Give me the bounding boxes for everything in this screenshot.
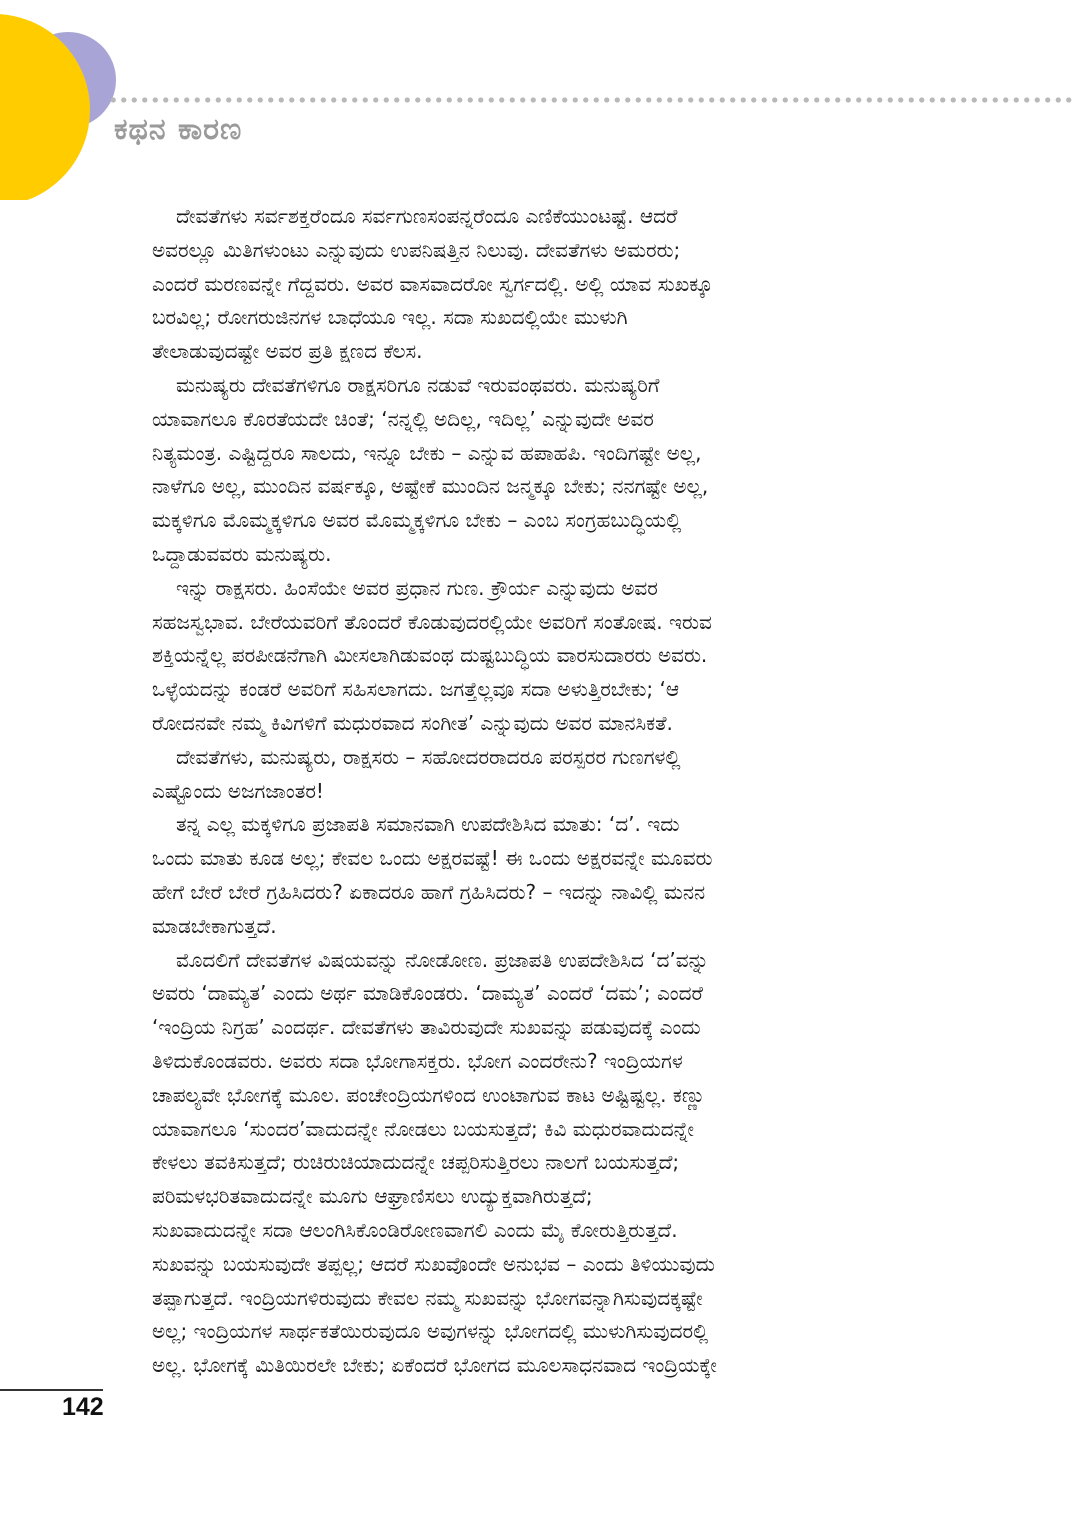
text-line: ಸುಖವಾದುದನ್ನೇ ಸದಾ ಆಲಂಗಿಸಿಕೊಂಡಿರೋಣವಾಗಲಿ ಎಂದು ಮೈ ಕೋರುತ್ತಿರುತ್ತದೆ. — [152, 1217, 678, 1242]
text-line: ತಪ್ಪಾಗುತ್ತದೆ. ಇಂದ್ರಿಯಗಳಿರುವುದು ಕೇವಲ ನಮ್ಮ ಸುಖವನ್ನು ಭೋಗವನ್ನಾಗಿಸುವುದಕ್ಕಷ್ಟೇ — [152, 1285, 703, 1310]
paragraph — [152, 741, 912, 809]
text-line: ಮಕ್ಕಳಿಗೂ ಮೊಮ್ಮಕ್ಕಳಿಗೂ ಅವರ ಮೊಮ್ಮಕ್ಕಳಿಗೂ ಬೇಕು – ಎಂಬ ಸಂಗ್ರಹಬುದ್ಧಿಯಲ್ಲಿ — [152, 508, 682, 533]
text-line: ಬರವಿಲ್ಲ; ರೋಗರುಜಿನಗಳ ಬಾಧೆಯೂ ಇಲ್ಲ. ಸದಾ ಸುಖದಲ್ಲಿಯೇ ಮುಳುಗಿ — [152, 305, 628, 330]
text-line: ತೇಲಾಡುವುದಷ್ಟೇ ಅವರ ಪ್ರತಿ ಕ್ಷಣದ ಕೆಲಸ. — [152, 339, 423, 364]
text-line: ಪರಿಮಳಭರಿತವಾದುದನ್ನೇ ಮೂಗು ಆಘ್ರಾಣಿಸಲು ಉದ್ಯುಕ್ತವಾಗಿರುತ್ತದೆ; — [152, 1184, 593, 1209]
text-line: ‘ಇಂದ್ರಿಯ ನಿಗ್ರಹ’ ಎಂದರ್ಥ. ದೇವತೆಗಳು ತಾವಿರುವುದೇ ಸುಖವನ್ನು ಪಡುವುದಕ್ಕೆ ಎಂದು — [152, 1015, 701, 1040]
dotted-separator — [108, 96, 1072, 104]
text-line: ಸುಖವನ್ನು ಬಯಸುವುದೇ ತಪ್ಪಲ್ಲ; ಆದರೆ ಸುಖವೊಂದೇ ಅನುಭವ – ಎಂದು ತಿಳಿಯುವುದು — [152, 1251, 715, 1276]
text-line: ಯಾವಾಗಲೂ ಕೊರತೆಯದೇ ಚಿಂತೆ; ‘ನನ್ನಲ್ಲಿ ಅದಿಲ್ಲ, ಇದಿಲ್ಲ’ ಎನ್ನುವುದೇ ಅವರ — [152, 406, 654, 431]
paragraph — [152, 808, 912, 943]
text-line: ಮೊದಲಿಗೆ ದೇವತೆಗಳ ವಿಷಯವನ್ನು ನೋಡೋಣ. ಪ್ರಜಾಪತಿ ಉಪದೇಶಿಸಿದ ‘ದ’ವನ್ನು — [176, 947, 709, 972]
paragraph — [152, 572, 912, 741]
page-number: 142 — [62, 1393, 104, 1421]
text-line: ಕೇಳಲು ತವಕಿಸುತ್ತದೆ; ರುಚಿರುಚಿಯಾದುದನ್ನೇ ಚಪ್ಪರಿಸುತ್ತಿರಲು ನಾಲಗೆ ಬಯಸುತ್ತದೆ; — [152, 1150, 680, 1175]
text-line: ಅವರಲ್ಲೂ ಮಿತಿಗಳುಂಟು ಎನ್ನುವುದು ಉಪನಿಷತ್ತಿನ ನಿಲುವು. ದೇವತೆಗಳು ಅಮರರು; — [152, 237, 681, 262]
text-line: ಸಹಜಸ್ವಭಾವ. ಬೇರೆಯವರಿಗೆ ತೊಂದರೆ ಕೊಡುವುದರಲ್ಲಿಯೇ ಅವರಿಗೆ ಸಂತೋಷ. ಇರುವ — [152, 609, 712, 634]
text-line: ಒಳ್ಳೆಯದನ್ನು ಕಂಡರೆ ಅವರಿಗೆ ಸಹಿಸಲಾಗದು. ಜಗತ್ತೆಲ್ಲವೂ ಸದಾ ಅಳುತ್ತಿರಬೇಕು; ‘ಆ — [152, 677, 680, 702]
text-line: ದೇವತೆಗಳು, ಮನುಷ್ಯರು, ರಾಕ್ಷಸರು – ಸಹೋದರರಾದರೂ ಪರಸ್ಪರರ ಗುಣಗಳಲ್ಲಿ — [176, 744, 681, 769]
text-line: ಒದ್ದಾಡುವವರು ಮನುಷ್ಯರು. — [152, 541, 332, 566]
footer-rule — [0, 1389, 103, 1391]
paragraph — [152, 369, 912, 572]
text-line: ಅಲ್ಲ; ಇಂದ್ರಿಯಗಳ ಸಾರ್ಥಕತೆಯಿರುವುದೂ ಅವುಗಳನ್ನು ಭೋಗದಲ್ಲಿ ಮುಳುಗಿಸುವುದರಲ್ಲಿ — [152, 1319, 709, 1344]
text-line: ಅಲ್ಲ. ಭೋಗಕ್ಕೆ ಮಿತಿಯಿರಲೇ ಬೇಕು; ಏಕೆಂದರೆ ಭೋಗದ ಮೂಲಸಾಧನವಾದ ಇಂದ್ರಿಯಕ್ಕೇ — [152, 1353, 717, 1378]
text-line: ತನ್ನ ಎಲ್ಲ ಮಕ್ಕಳಿಗೂ ಪ್ರಜಾಪತಿ ಸಮಾನವಾಗಿ ಉಪದೇಶಿಸಿದ ಮಾತು: ‘ದ’. ಇದು — [176, 812, 680, 837]
text-line: ನಾಳೆಗೂ ಅಲ್ಲ, ಮುಂದಿನ ವರ್ಷಕ್ಕೂ, ಅಷ್ಟೇಕೆ ಮುಂದಿನ ಜನ್ಮಕ್ಕೂ ಬೇಕು; ನನಗಷ್ಟೇ ಅಲ್ಲ, — [152, 474, 709, 499]
text-line: ಚಾಪಲ್ಯವೇ ಭೋಗಕ್ಕೆ ಮೂಲ. ಪಂಚೇಂದ್ರಿಯಗಳಿಂದ ಉಂಟಾಗುವ ಕಾಟ ಅಷ್ಟಿಷ್ಟಲ್ಲ. ಕಣ್ಣು — [152, 1082, 706, 1107]
paragraph — [152, 200, 912, 369]
text-line: ಶಕ್ತಿಯನ್ನೆಲ್ಲ ಪರಪೀಡನೆಗಾಗಿ ಮೀಸಲಾಗಿಡುವಂಥ ದುಷ್ಟಬುದ್ಧಿಯ ವಾರಸುದಾರರು ಅವರು. — [152, 643, 708, 668]
text-line: ರೋದನವೇ ನಮ್ಮ ಕಿವಿಗಳಿಗೆ ಮಧುರವಾದ ಸಂಗೀತ’ ಎನ್ನುವುದು ಅವರ ಮಾನಸಿಕತೆ. — [152, 710, 673, 735]
text-line: ನಿತ್ಯಮಂತ್ರ. ಎಷ್ಟಿದ್ದರೂ ಸಾಲದು, ಇನ್ನೂ ಬೇಕು – ಎನ್ನುವ ಹಪಾಹಪಿ. ಇಂದಿಗಷ್ಟೇ ಅಲ್ಲ, — [152, 440, 702, 465]
text-line: ಹೇಗೆ ಬೇರೆ ಬೇರೆ ಗ್ರಹಿಸಿದರು? ಏಕಾದರೂ ಹಾಗೆ ಗ್ರಹಿಸಿದರು? – ಇದನ್ನು ನಾವಿಲ್ಲಿ ಮನನ — [152, 879, 706, 904]
text-line: ಯಾವಾಗಲೂ ‘ಸುಂದರ’ವಾದುದನ್ನೇ ನೋಡಲು ಬಯಸುತ್ತದೆ; ಕಿವಿ ಮಧುರವಾದುದನ್ನೇ — [152, 1116, 695, 1141]
text-line: ಎಂದರೆ ಮರಣವನ್ನೇ ಗೆದ್ದವರು. ಅವರ ವಾಸವಾದರೋ ಸ್ವರ್ಗದಲ್ಲಿ. ಅಲ್ಲಿ ಯಾವ ಸುಖಕ್ಕೂ — [152, 271, 713, 296]
body-text — [152, 200, 912, 1383]
text-line: ಎಷ್ಟೊಂದು ಅಜಗಜಾಂತರ! — [152, 778, 324, 803]
text-line: ಇನ್ನು ರಾಕ್ಷಸರು. ಹಿಂಸೆಯೇ ಅವರ ಪ್ರಧಾನ ಗುಣ. ಕ್ರೌರ್ಯ ಎನ್ನುವುದು ಅವರ — [176, 575, 658, 600]
text-line: ಒಂದು ಮಾತು ಕೂಡ ಅಲ್ಲ; ಕೇವಲ ಒಂದು ಅಕ್ಷರವಷ್ಟೆ! ಈ ಒಂದು ಅಕ್ಷರವನ್ನೇ ಮೂವರು — [152, 846, 713, 871]
chapter-title: ಕಥನ ಕಾರಣ — [114, 112, 243, 147]
text-line: ಮನುಷ್ಯರು ದೇವತೆಗಳಿಗೂ ರಾಕ್ಷಸರಿಗೂ ನಡುವೆ ಇರುವಂಥವರು. ಮನುಷ್ಯರಿಗೆ — [176, 372, 660, 397]
text-line: ತಿಳಿದುಕೊಂಡವರು. ಅವರು ಸದಾ ಭೋಗಾಸಕ್ತರು. ಭೋಗ ಎಂದರೇನು? ಇಂದ್ರಿಯಗಳ — [152, 1048, 683, 1073]
paragraph — [152, 944, 912, 1383]
text-line: ಅವರು ‘ದಾಮ್ಯತ’ ಎಂದು ಅರ್ಥ ಮಾಡಿಕೊಂಡರು. ‘ದಾಮ್ಯತ’ ಎಂದರೆ ‘ದಮ’; ಎಂದರೆ — [152, 981, 703, 1006]
text-line: ದೇವತೆಗಳು ಸರ್ವಶಕ್ತರೆಂದೂ ಸರ್ವಗುಣಸಂಪನ್ನರೆಂದೂ ಎಣಿಕೆಯುಂಟಷ್ಟೆ. ಆದರೆ — [176, 204, 678, 228]
text-line: ಮಾಡಬೇಕಾಗುತ್ತದೆ. — [152, 913, 277, 938]
